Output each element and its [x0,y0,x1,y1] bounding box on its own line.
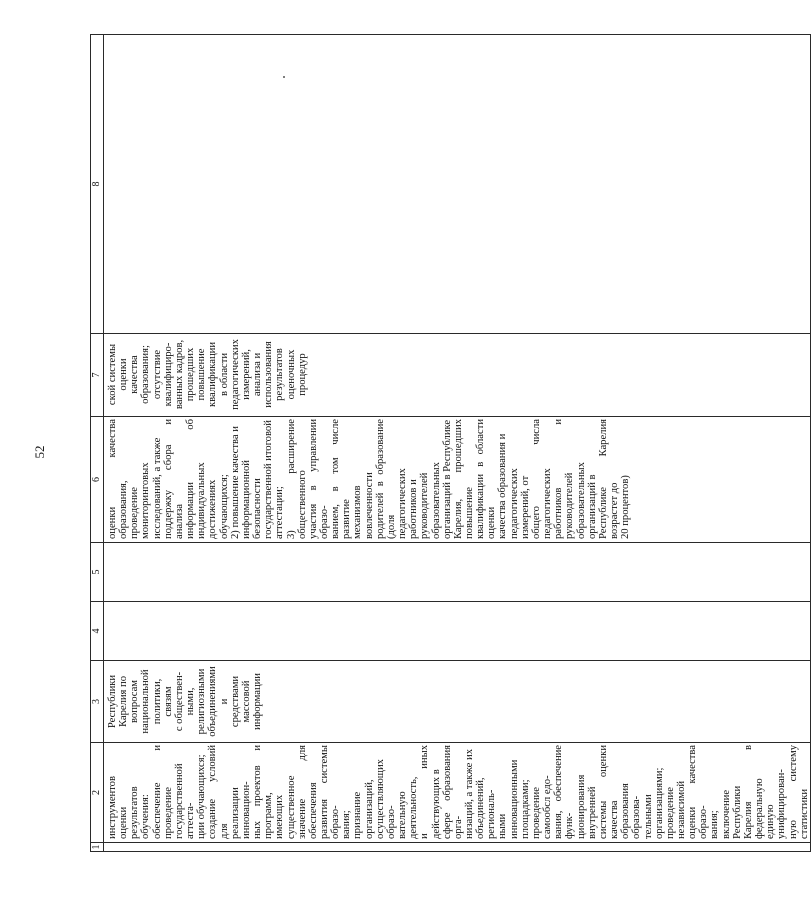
column-header-6: 6 [91,417,104,543]
column-header-8: 8 [91,35,104,334]
column-number-row [91,35,104,852]
column-header-7: 7 [91,334,104,417]
cell-col4 [104,602,811,661]
column-header-2: 2 [91,743,104,843]
cell-col1 [104,843,811,852]
column-header-1: 1 [91,844,102,850]
cell-expected-results: оценки качества образования, проведение мониторинговых исследований, а также поддержку сбора и анализа информации об индивидуальных достижениях обучающихся; 2) повышение качества и информационной безопасности государственной итоговой аттестации; 3) расширение общественного участия в управлении образо- ванием, в том числе развитие механизмов вовлеченности родителей в образование (доля педагогических работников и руководителей образовательных организаций в Республике Карелия, прошедших повышение квалификации в области оценки качества образования и педагогических измерений, от общего числа педагогических работников и руководителей образовательных организаций в Республике Карелия возрастет до 20 процентов) [104,417,811,543]
column-header-3: 3 [91,661,104,743]
cell-col5 [104,543,811,602]
cell-col8 [104,35,811,334]
plan-table [90,34,811,852]
scan-speck [283,76,285,78]
table-row [104,35,811,852]
page-number: 52 [32,445,47,459]
cell-risks: ской системы оценки качества образования; отсутствие квалифициро- ванных кадров, прошедших повышение квалификации в области педагогических измерений, анализа и использования результатов оценочных процедур [104,334,811,417]
rotated-table-container [90,34,810,852]
cell-measures: инструментов оценки результатов обучения: обеспечение и проведение государственной аттеста- ции обучающихся; создание условий для реализации инновацион- ных проектов и программ, имеющих существенное значение для обеспечения развития системы образо- вания; признание организаций, осуществляющих образо- вательную деятельность, и иных действующих в сфере образования орга- низаций, а также их объединений, региональ- ными инновационными площадками; проведение самообсл едо- вания, обеспечение функ- ционирования внутренней системы оценки качества образования образова- тельными организациями; проведение независимой оценки качества образо- вания; включение Республики Карелия в федеральную единую унифицирован- ную систему статистики [104,743,811,843]
column-header-4: 4 [91,602,104,661]
cell-executors: Республики Карелия по вопросам национальной политики, связям с обществен- ными, религиозными объединениями и средствами массовой информации [104,661,811,743]
column-header-5: 5 [91,543,104,602]
